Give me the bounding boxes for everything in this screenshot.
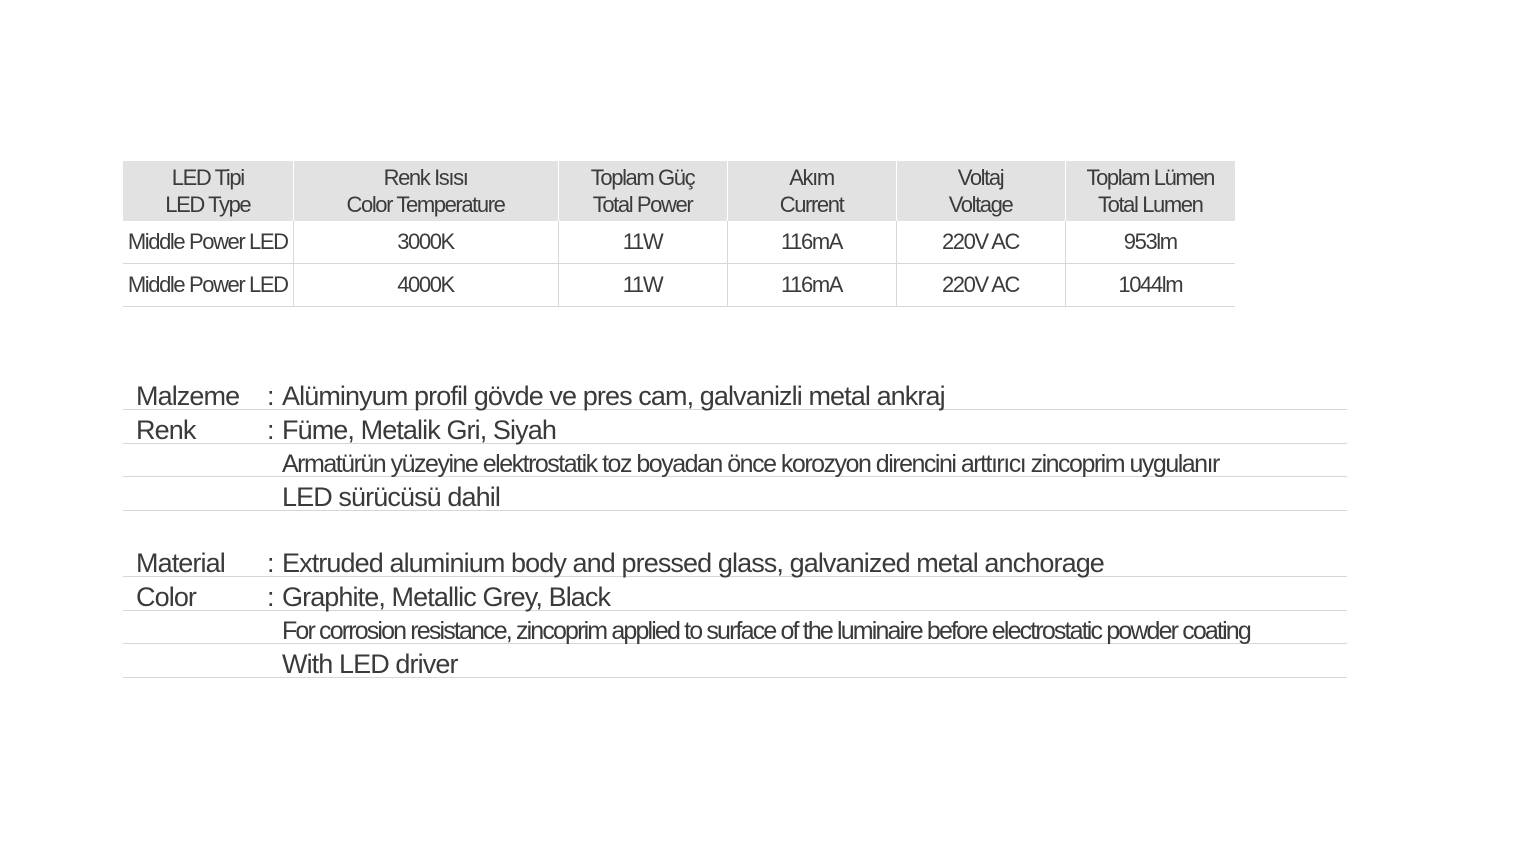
spec-line-color (123, 410, 1347, 443)
header-total-power: Toplam Güç Total Power (558, 161, 727, 221)
color-label: Color (136, 581, 197, 612)
header-total-lumen: Toplam Lümen Total Lumen (1065, 161, 1235, 221)
color-label: Renk (136, 414, 196, 445)
separator: : (267, 414, 275, 445)
separator: : (267, 548, 275, 579)
spec-line-note (123, 611, 1347, 644)
english-specs (123, 544, 1347, 678)
driver-note: LED sürücüsü dahil (282, 481, 500, 512)
table-row (123, 264, 1235, 307)
cell-led-type: Middle Power LED (123, 264, 293, 307)
coating-note: Armatürün yüzeyine elektrostatik toz boyadan önce korozyon direncini arttırıcı zincoprim uygulanır (282, 450, 1219, 479)
material-value: Extruded aluminium body and pressed glass, galvanized metal anchorage (282, 548, 1104, 579)
separator: : (267, 381, 275, 412)
color-value: Füme, Metalik Gri, Siyah (282, 414, 556, 445)
spec-line-color (123, 577, 1347, 610)
turkish-specs (123, 377, 1347, 511)
color-value: Graphite, Metallic Grey, Black (282, 581, 611, 612)
cell-current: 116mA (727, 264, 896, 307)
cell-color-temperature: 4000K (293, 264, 558, 307)
spec-line-material (123, 377, 1347, 410)
cell-voltage: 220V AC (896, 264, 1065, 307)
cell-total-lumen: 1044lm (1065, 264, 1235, 307)
cell-total-lumen: 953lm (1065, 221, 1235, 264)
spec-line-note (123, 477, 1347, 510)
cell-current: 116mA (727, 221, 896, 264)
spec-line-note (123, 644, 1347, 677)
material-label: Material (136, 548, 225, 579)
header-led-type: LED Tipi LED Type (123, 161, 293, 221)
header-color-temperature: Renk Isısı Color Temperature (293, 161, 558, 221)
header-current: Akım Current (727, 161, 896, 221)
driver-note: With LED driver (282, 648, 458, 679)
spec-line-note (123, 444, 1347, 477)
spec-table-header (123, 161, 1235, 221)
cell-total-power: 11W (558, 221, 727, 264)
cell-color-temperature: 3000K (293, 221, 558, 264)
spec-table (123, 161, 1235, 307)
material-label: Malzeme (136, 381, 240, 412)
cell-led-type: Middle Power LED (123, 221, 293, 264)
cell-total-power: 11W (558, 264, 727, 307)
cell-voltage: 220V AC (896, 221, 1065, 264)
table-row (123, 221, 1235, 264)
header-voltage: Voltaj Voltage (896, 161, 1065, 221)
separator: : (267, 581, 275, 612)
material-value: Alüminyum profil gövde ve pres cam, galvanizli metal ankraj (282, 381, 945, 412)
coating-note: For corrosion resistance, zincoprim applied to surface of the luminaire before electrostatic powder coating (282, 617, 1250, 646)
spec-line-material (123, 544, 1347, 577)
